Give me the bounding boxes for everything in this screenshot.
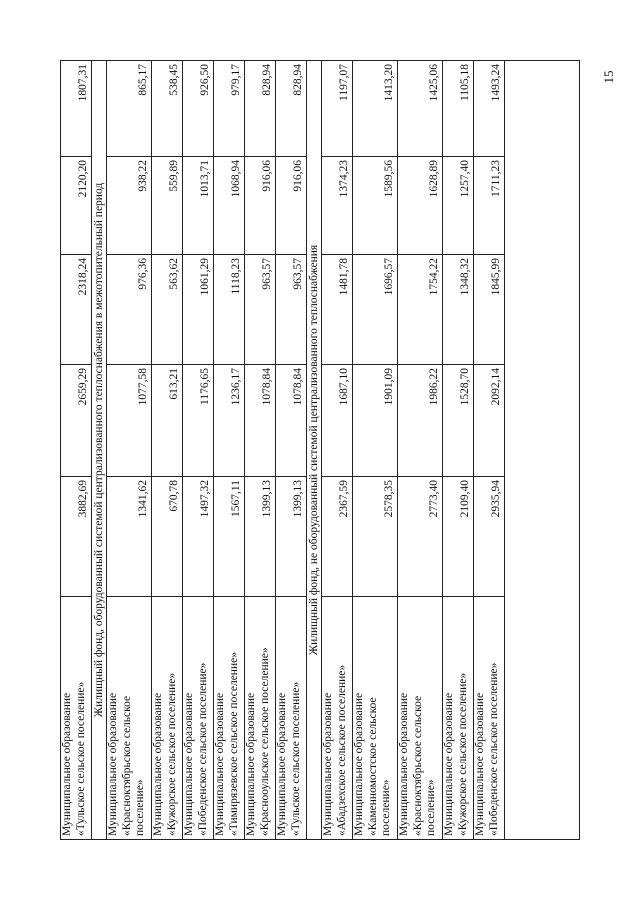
- table-rotation-frame: [60, 60, 580, 840]
- value-cell: 1528,70: [443, 364, 473, 476]
- value-cell: 1567,11: [214, 476, 244, 596]
- value-cell: 1696,57: [353, 254, 397, 364]
- value-cell: 1628,89: [398, 156, 442, 254]
- value-cell: 2109,40: [443, 476, 473, 596]
- value-cell: 3882,69: [61, 476, 91, 596]
- municipality-name-cell: [353, 596, 397, 839]
- municipality-name-cell: [107, 596, 151, 839]
- value-cell: 2318,24: [61, 254, 91, 364]
- page-number: 15: [601, 70, 616, 84]
- table-row: [107, 61, 152, 839]
- value-cell: 1078,84: [276, 364, 306, 476]
- value-cell: 938,22: [107, 156, 151, 254]
- value-cell: 1497,32: [183, 476, 213, 596]
- value-cell: 865,17: [136, 64, 149, 96]
- municipality-name-line: Муниципальное образование: [152, 692, 164, 836]
- value-cell: 963,57: [276, 254, 306, 364]
- municipality-name-line: поселение»: [425, 779, 437, 836]
- value-cell: 1589,56: [353, 156, 397, 254]
- value-cell: 2659,29: [61, 364, 91, 476]
- value-cell: 976,36: [107, 254, 151, 364]
- value-cell: 963,57: [245, 254, 275, 364]
- table-row: [353, 61, 398, 839]
- municipality-name-line: Муниципальное образование: [474, 692, 486, 836]
- municipality-name-line: поселение»: [134, 779, 146, 836]
- value-cell: 2773,40: [398, 476, 442, 596]
- municipality-name-line: «Абадзехское сельское поселение»: [335, 664, 348, 836]
- municipality-name-line: «Красноктябрьское сельское: [120, 695, 133, 836]
- table-row: [183, 61, 214, 839]
- table-row: [214, 61, 245, 839]
- municipality-name-cell: [152, 596, 182, 839]
- table-row: [443, 61, 474, 839]
- value-cell: 916,06: [245, 156, 275, 254]
- municipality-name-line: Муниципальное образование: [107, 692, 119, 836]
- value-cell: 613,21: [152, 364, 182, 476]
- value-cell: 1077,58: [107, 364, 151, 476]
- value-cell: 1399,13: [245, 476, 275, 596]
- table-row: [322, 61, 353, 839]
- municipality-name-cell: [61, 596, 91, 839]
- value-cell: 1399,13: [276, 476, 306, 596]
- value-cell: 538,45: [167, 64, 180, 96]
- table-row: [152, 61, 183, 839]
- municipality-name-line: «Каменномостское сельское: [366, 697, 379, 836]
- municipality-name-line: Муниципальное образование: [353, 692, 365, 836]
- municipality-name-line: Муниципальное образование: [61, 692, 73, 836]
- value-cell: 559,89: [152, 156, 182, 254]
- table-row: [61, 61, 92, 839]
- value-cell: 1901,09: [353, 364, 397, 476]
- municipality-name-line: Муниципальное образование: [322, 692, 334, 836]
- table-row: [245, 61, 276, 839]
- value-cell: 1413,20: [382, 64, 395, 102]
- municipality-name-cell: [276, 596, 306, 839]
- municipality-name-line: «Победенское сельское поселение»: [487, 662, 500, 836]
- section-heading: Жилищный фонд, не оборудованный системой централизованного теплоснабжения: [307, 61, 322, 839]
- municipality-name-cell: [474, 596, 504, 839]
- municipality-name-line: «Краснооульское сельское поселение»: [258, 647, 271, 836]
- value-cell: 1711,23: [474, 156, 504, 254]
- value-cell: 670,78: [152, 476, 182, 596]
- municipality-name-line: Муниципальное образование: [245, 692, 257, 836]
- value-cell: 979,17: [229, 64, 242, 96]
- value-cell: 1257,40: [443, 156, 473, 254]
- value-cell: 1176,65: [183, 364, 213, 476]
- value-cell: 1425,06: [427, 64, 440, 102]
- municipality-name-cell: [398, 596, 442, 839]
- table-row: [398, 61, 443, 839]
- value-cell: 1374,23: [322, 156, 352, 254]
- value-cell: 1013,71: [183, 156, 213, 254]
- section-heading: Жилищный фонд, оборудованный системой централизованного теплоснабжения в межотопительный период: [92, 61, 107, 839]
- municipality-name-cell: [214, 596, 244, 839]
- municipality-name-line: «Кужорское сельское поселение»: [165, 672, 178, 836]
- value-cell: 563,62: [152, 254, 182, 364]
- value-cell: 2935,94: [474, 476, 504, 596]
- value-cell: 1986,22: [398, 364, 442, 476]
- municipality-name-line: «Тимирязевское сельское поселение»: [227, 652, 240, 836]
- value-cell: 1061,29: [183, 254, 213, 364]
- municipality-name-line: Муниципальное образование: [183, 692, 195, 836]
- value-cell: 2578,35: [353, 476, 397, 596]
- value-cell: 1687,10: [322, 364, 352, 476]
- municipality-name-cell: [245, 596, 275, 839]
- value-cell: 1754,22: [398, 254, 442, 364]
- value-cell: 1845,99: [474, 254, 504, 364]
- value-cell: 1236,17: [214, 364, 244, 476]
- value-cell: 1068,94: [214, 156, 244, 254]
- municipality-name-line: «Красноктябрьское сельское: [411, 695, 424, 836]
- value-cell: 828,94: [291, 64, 304, 96]
- value-cell: 1493,24: [489, 64, 502, 102]
- municipality-name-line: Муниципальное образование: [443, 692, 455, 836]
- value-cell: 1341,62: [107, 476, 151, 596]
- value-cell: 2120,20: [61, 156, 91, 254]
- municipality-name-line: поселение»: [380, 779, 392, 836]
- value-cell: 1348,32: [443, 254, 473, 364]
- value-cell: 926,50: [198, 64, 211, 96]
- value-cell: 1481,78: [322, 254, 352, 364]
- value-cell: 1118,23: [214, 254, 244, 364]
- table-row: [276, 61, 307, 839]
- municipality-name-cell: [183, 596, 213, 839]
- municipality-name-line: «Кужорское сельское поселение»: [456, 672, 469, 836]
- value-cell: 1197,07: [337, 64, 350, 101]
- municipality-name-line: Муниципальное образование: [214, 692, 226, 836]
- table-row: [474, 61, 505, 839]
- value-cell: 1078,84: [245, 364, 275, 476]
- value-cell: 916,06: [276, 156, 306, 254]
- municipality-name-cell: [443, 596, 473, 839]
- municipality-name-line: Муниципальное образование: [398, 692, 410, 836]
- municipality-name-line: «Победенское сельское поселение»: [196, 662, 209, 836]
- value-cell: 1105,18: [458, 64, 471, 101]
- municipality-name-line: Муниципальное образование: [276, 692, 288, 836]
- value-cell: 2367,59: [322, 476, 352, 596]
- tariff-table: [60, 60, 580, 840]
- municipality-name-line: «Тульское сельское поселение»: [74, 681, 87, 836]
- value-cell: 1807,31: [76, 64, 89, 102]
- value-cell: 828,94: [260, 64, 273, 96]
- value-cell: 2092,14: [474, 364, 504, 476]
- municipality-name-cell: [322, 596, 352, 839]
- municipality-name-line: «Тульское сельское поселение»: [289, 681, 302, 836]
